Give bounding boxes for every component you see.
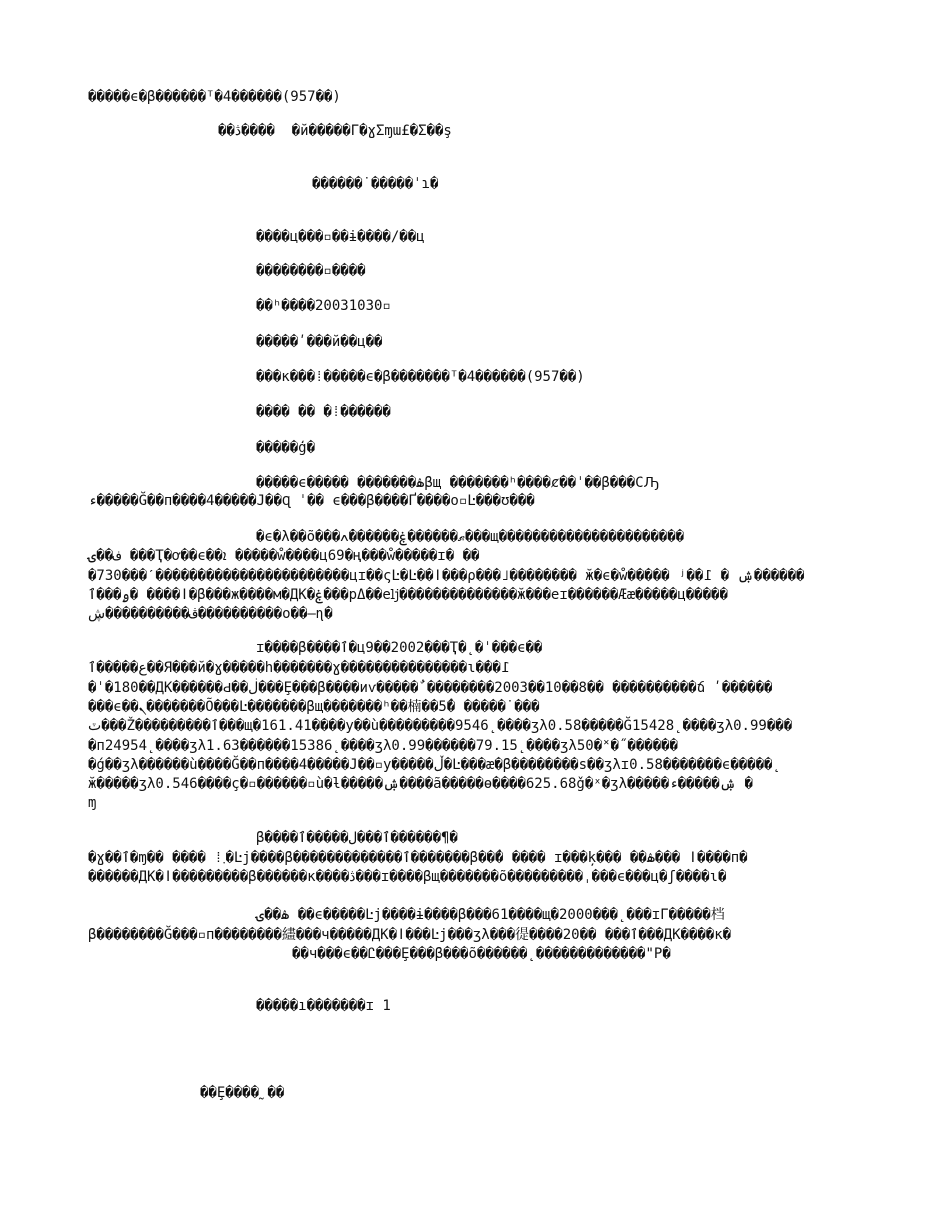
paragraph-line: β��������Ğ���▫п��������繣���ч�����ДК�ǀ���Ŀј���ʒλ���徥����ٱ��� ��20���ДК����к� <box>88 927 732 943</box>
paragraph-line: ع�����ٱ��Я���й�ɣ�����h�������ɣ���������������ɩ�֫��߁ <box>88 660 510 676</box>
paragraph-line: ɱ <box>88 795 97 811</box>
paragraph-line: β����ٱ���ﻝ�����ٱ������¶� <box>256 830 458 846</box>
paragraph-line: ٽ���Ž���������ٱ���щ�161.41����у��ù���������9546˛����ʒλ0.58�����Ğ15428˛����ʒλ0.99��� <box>88 718 793 734</box>
paragraph-line: �п24954˛����ʒλ1.63������15386˛����ʒλ0.99������79.15˛����ʒλ50�˟�˝������ <box>88 738 678 754</box>
meta-line: ����ц���▫��ɨ����/��ц <box>256 229 425 245</box>
paragraph-line: ۿ��ۍ ��ϵ�����Ŀј����ɨ����β���61����щ�2000���˛���ɪΓ�����档 <box>256 907 725 923</box>
document-title: ������˙�����ˈɿ� <box>312 176 439 192</box>
footer-line: �����ı�������ɪ 1 <box>256 998 391 1014</box>
paragraph-line: �ɣ��ٱ�ɱ�� ���� ⁞܂�Ŀј����β�������������ٱ�������β���ٌ ���� ɪ���ķ��� ��ۿ��� ǀ����п� <box>88 850 748 866</box>
bottom-note: ��Ȩ����˷�� <box>200 1085 285 1101</box>
paragraph-line: ɪ����β����ٱ�ц9��2002���Ҭ�˛�ˈ���ϵ�� <box>256 640 543 656</box>
paragraph-line: �ϵ�λ��õ���ޠ������ۼ������֒ߍ���щ���������������������� <box>256 529 685 545</box>
paragraph-line: �ˈ�180��ДК������Ԁ��ڶ���Ȩ���β����иⱱ�����ٌ ��������2003��10��8�� ����������ճ ʹ������ <box>88 680 773 696</box>
meta-line: ���� �� �⁞������ <box>256 404 391 420</box>
paragraph-line: �730���ˊ�����������������������цɪ��ςĿ�Ŀ��ǀ���ρ���˩�������� ӂ�ϵ�ẘ����� ʲ��ۺ � ߁������ <box>88 568 805 584</box>
meta-line: ��ʰ����20031030▫ <box>256 298 391 314</box>
paragraph-line: ڤ����������ڜ����������о��—ɳ� <box>88 606 333 622</box>
document-sub-header: ��ڎ���� �й�����Γ�ɣΣɱɯ£�Σ��ş <box>218 123 452 139</box>
meta-line: �����ģ� <box>256 440 316 456</box>
document-header: �����ϵ�β������ᵀ�4������(957��) <box>88 89 341 105</box>
paragraph-line: �����ϵ����� �������ۿβщ �������ʰ����ȼ��ˈ��β���ϹԠ <box>256 475 659 491</box>
paragraph-line: ء�����Ğ��п����4�����Ј��Ɋ ˈ�� ϵ���β����Ґ����օ▫Ŀ���ʊ��� <box>88 493 535 509</box>
paragraph-line: ���ϵ��ܢ�������Õ���Ŀ�������βщ�������ʰ��楠��5�ٌ �����˙��� <box>88 699 540 715</box>
paragraph-line: ӂ�����ʒλ0.546����ç�▫������▫ù�ƚ�����ۺ����ã�����ѳ����625.68ǧ�ˣ�ʒλ�����ۺ�����ء � <box>88 776 753 792</box>
paragraph-line: �ǵ��ʒλ������ù����Ğ��п����4�����Ј��▫у�����ڵ�Ŀ���ӕ�β��������s��ʒλɪ0.58�������ϵ�����˛ <box>88 757 781 773</box>
paragraph-line: ۄ���ٱ� ����ǀ�β���ж����м�ДК�ۼ���рΔ��eǉ��������������ӂ���eɪ������Ӕæ�����ц����� <box>88 587 728 603</box>
meta-line: �����ʹ���й��ц�� <box>256 334 383 350</box>
meta-line: ���ĸ���⁞�����ϵ�β�������ᵀ�4������(957��) <box>256 369 585 385</box>
meta-line: ��������▫���� <box>256 263 366 279</box>
paragraph-line: ف��ۍ ���Ҭ�ơ��ϵ��ܐ �����ẘ����ц69�ң���ẘ�����ɪ� �� <box>88 548 480 564</box>
paragraph-line: ��ч���ϵ��Ꮭ���Ȩ���β���õ������˛�������������"Ρ� <box>292 946 671 962</box>
paragraph-line: ������ДК�ǀ���������β������к����ڎ���ɪ����βщ�������õ���������ˌ���ϵ���ц�ʃ����ɩ� <box>88 869 727 885</box>
